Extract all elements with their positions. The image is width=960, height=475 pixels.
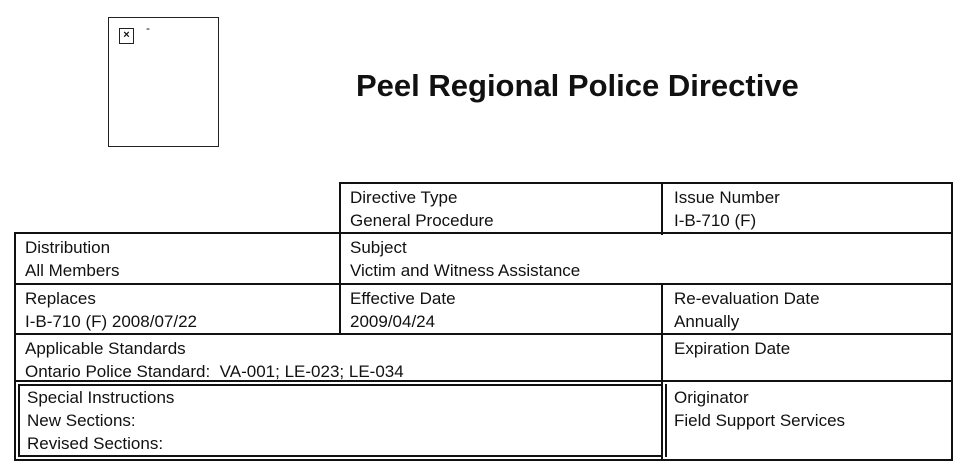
issue-number-cell [665,184,780,232]
broken-image-icon: × [119,28,134,44]
expiration-date-cell [665,335,790,360]
effective-date-value: 2009/04/24 [350,312,436,331]
standards-separator: ; [339,362,345,381]
logo-placeholder [108,17,219,147]
standards-prefix: Ontario Police Standard: [25,362,211,381]
applicable-standards-cell [16,335,404,383]
subject-cell [341,234,580,282]
originator-cell [665,384,845,432]
logo-alt-mark: - [146,21,150,35]
directive-type-value: General Procedure [350,211,494,230]
directive-type-label: Directive Type [350,188,458,207]
applicable-standards-label: Applicable Standards [25,339,186,358]
originator-value: Field Support Services [674,411,846,430]
issue-number-value: I-B-710 (F) [674,211,757,230]
replaces-value: I-B-710 (F) 2008/07/22 [25,312,197,331]
originator-label: Originator [674,388,749,407]
distribution-cell [16,234,119,282]
applicable-standards-line [25,360,404,383]
replaces-label: Replaces [25,289,96,308]
standards-separator: ; [275,362,280,381]
table-line [951,182,953,461]
page-title: Peel Regional Police Directive [356,68,799,103]
table-line [18,455,661,457]
reevaluation-date-cell [665,285,820,333]
expiration-date-label: Expiration Date [674,339,791,358]
table-line [661,283,663,459]
table-line [14,459,953,461]
reevaluation-date-label: Re-evaluation Date [674,289,820,308]
new-sections-label: New Sections: [27,411,136,430]
standard-link-le-023[interactable]: LE-023 [284,362,340,381]
reevaluation-date-value: Annually [674,312,740,331]
distribution-value: All Members [25,261,120,280]
standard-link-le-034[interactable]: LE-034 [348,362,404,381]
directive-type-cell [341,184,494,232]
subject-value: Victim and Witness Assistance [350,261,581,280]
effective-date-label: Effective Date [350,289,456,308]
revised-sections-label: Revised Sections: [27,434,164,453]
subject-label: Subject [350,238,407,257]
standard-link-va-001[interactable]: VA-001 [219,362,276,381]
distribution-label: Distribution [25,238,111,257]
issue-number-label: Issue Number [674,188,780,207]
special-instructions-cell [18,384,174,455]
special-instructions-label: Special Instructions [27,388,175,407]
replaces-cell [16,285,197,333]
table-line [661,182,663,235]
effective-date-cell [341,285,456,333]
